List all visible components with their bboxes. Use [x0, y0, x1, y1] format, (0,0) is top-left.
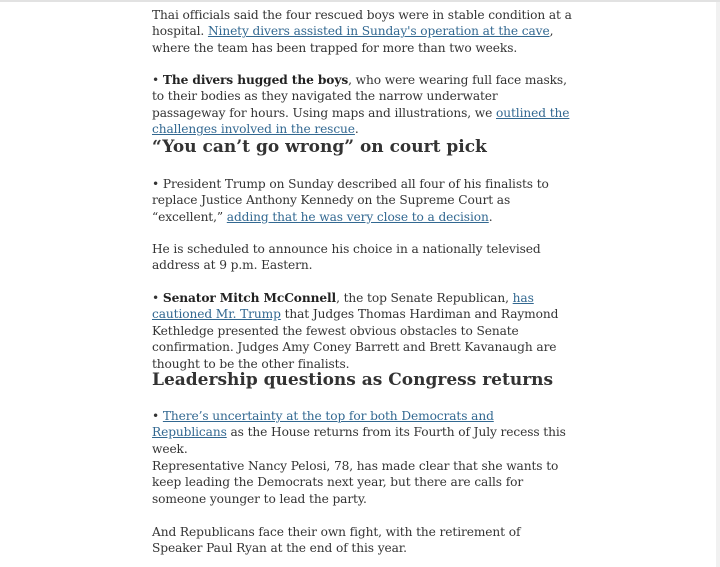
text: , who were wearing full face masks, to their bodies as they navigated the narrow underwater passageway for hours. Using maps and illustrations, we: [152, 73, 567, 120]
paragraph-republicans: [152, 524, 572, 557]
section-heading-leadership: Leadership questions as Congress returns: [152, 370, 554, 390]
link-outlined-challenges[interactable]: outlined the challenges involved in the rescue: [152, 105, 570, 137]
text: , where the team has been trapped for more than two weeks.: [152, 24, 554, 55]
text: And Republicans face their own fight, with the retirement of Speaker Paul Ryan at the end of this year.: [152, 525, 521, 556]
bold-lead: The divers hugged the boys: [162, 73, 349, 87]
paragraph-divers-hugged: [152, 72, 572, 138]
text: .: [354, 122, 359, 137]
scrollbar[interactable]: [716, 2, 720, 567]
bullet: •: [152, 291, 163, 305]
text: President Trump on Sunday described all four of his finalists to replace Justice Anthony Kennedy on the Supreme Court as “excellent,”: [152, 177, 549, 224]
paragraph-mcconnell: [152, 290, 572, 372]
text: .: [488, 209, 493, 224]
text: as the House returns from its Fourth of July recess this week.: [152, 425, 566, 456]
text: that Judges Thomas Hardiman and Raymond Kethledge presented the fewest obvious obstacles to Senate confirmation. Judges Amy Coney Barrett and Brett Kavanaugh are thought to be the other finalists.: [152, 307, 559, 371]
paragraph-announcement: [152, 241, 572, 274]
paragraph-pelosi: [152, 458, 572, 507]
bullet: •: [152, 73, 163, 87]
text: , the top Senate Republican,: [336, 291, 513, 305]
text: Representative Nancy Pelosi, 78, has made clear that she wants to keep leading the Democrats next year, but there are calls for someone younger to lead the party.: [152, 459, 559, 506]
text: He is scheduled to announce his choice in a nationally televised address at 9 p.m. Eastern.: [152, 242, 541, 273]
paragraph-rescued-boys: [152, 7, 572, 56]
section-heading-court-pick: “You can’t go wrong” on court pick: [152, 137, 487, 157]
text: Thai officials said the four rescued boys were in stable condition at a hospital.: [152, 8, 572, 39]
bullet: •: [152, 409, 163, 423]
bold-lead: Senator Mitch McConnell: [162, 291, 337, 305]
paragraph-uncertainty: [152, 408, 572, 457]
link-ninety-divers[interactable]: Ninety divers assisted in Sunday's operation at the cave: [207, 24, 550, 39]
link-close-to-decision[interactable]: adding that he was very close to a decision: [226, 209, 489, 224]
bullet: •: [152, 177, 163, 191]
top-border: [0, 0, 720, 2]
link-cautioned-trump[interactable]: has cautioned Mr. Trump: [152, 291, 534, 322]
link-uncertainty[interactable]: There’s uncertainty at the top for both Democrats and Republicans: [152, 409, 494, 440]
paragraph-trump-finalists: [152, 176, 572, 225]
